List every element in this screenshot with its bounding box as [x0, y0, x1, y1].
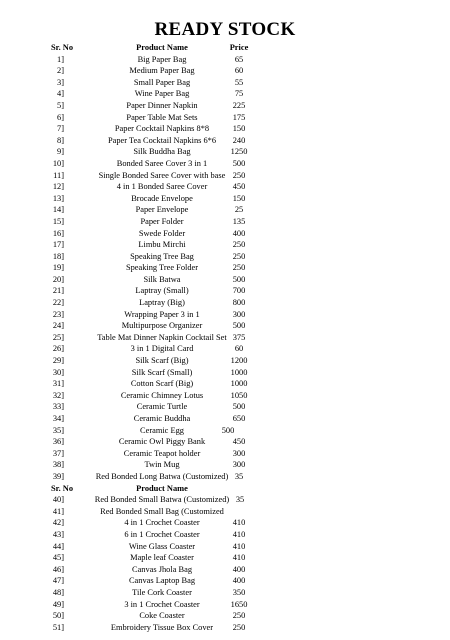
product-name-cell: Speaking Tree Folder: [125, 263, 199, 273]
price-cell: 55: [234, 77, 244, 87]
sr-no-cell: 15]: [52, 216, 64, 226]
product-name-cell: Canvas Jhola Bag: [131, 564, 193, 574]
product-name-cell: 4 in 1 Bonded Saree Cover: [116, 182, 208, 192]
sr-no-cell: 16]: [52, 228, 64, 238]
sr-no-cell: 47]: [52, 576, 64, 586]
sr-no-cell: 22]: [52, 298, 64, 308]
sr-no-cell: 49]: [52, 599, 64, 609]
sr-no-cell: 40]: [52, 495, 64, 505]
table-row: [0, 378, 450, 390]
price-cell: 250: [232, 611, 246, 621]
table-row: [0, 262, 450, 274]
price-cell: 240: [232, 135, 246, 145]
price-cell: 65: [234, 54, 244, 64]
product-name-cell: Laptray (Small): [135, 286, 189, 296]
table-row: [0, 216, 450, 228]
sr-no-cell: 30]: [52, 367, 64, 377]
sr-no-cell: 7]: [57, 124, 64, 134]
table-row: [0, 413, 450, 425]
table-row: [0, 355, 450, 367]
product-name-cell: Paper Tea Cocktail Napkins 6*6: [107, 135, 217, 145]
product-name-cell: Silk Scarf (Big): [135, 356, 189, 366]
product-name-cell: Laptray (Big): [139, 298, 185, 308]
sr-no-cell: 9]: [57, 147, 64, 157]
sr-no-cell: 26]: [52, 344, 64, 354]
product-name-cell: Paper Dinner Napkin: [126, 100, 198, 110]
product-name-cell: Table Mat Dinner Napkin Cocktail Set: [97, 332, 227, 342]
product-name-cell: Ceramic Chimney Lotus: [120, 390, 204, 400]
table-row: [0, 135, 450, 147]
table-row: [0, 204, 450, 216]
sr-no-cell: 19]: [52, 263, 64, 273]
sr-no-cell: 20]: [52, 274, 64, 284]
product-name-cell: Medium Paper Bag: [129, 66, 195, 76]
table-row: [0, 54, 450, 66]
table-row: [0, 285, 450, 297]
table-row: [0, 599, 450, 611]
table-row: [0, 448, 450, 460]
product-name-cell: Red Bonded Small Batwa (Customized): [94, 495, 230, 505]
price-cell: 150: [232, 193, 246, 203]
table-row: [0, 564, 450, 576]
sr-no-cell: 21]: [52, 286, 64, 296]
price-cell: 60: [234, 66, 244, 76]
table-row: [0, 552, 450, 564]
sr-no-cell: 41]: [52, 506, 64, 516]
price-cell: 35: [234, 471, 244, 481]
table-row: [0, 112, 450, 124]
table-row: [0, 297, 450, 309]
table-row: [0, 541, 450, 553]
price-cell: 250: [232, 170, 246, 180]
product-name-cell: Ceramic Buddha: [133, 414, 191, 423]
sr-no-cell: 48]: [52, 587, 64, 597]
price-cell: 1000: [230, 379, 248, 389]
sr-no-cell: 42]: [52, 518, 64, 528]
product-name-cell: Multipurpose Organizer: [121, 321, 203, 331]
sr-no-cell: 29]: [52, 356, 64, 366]
table-row: [0, 65, 450, 77]
table-row: [0, 459, 450, 471]
sr-no-cell: 10]: [52, 158, 64, 168]
product-name-cell: Limbu Mirchi: [138, 240, 186, 250]
price-cell: 300: [232, 460, 246, 470]
product-name-cell: Wrapping Paper 3 in 1: [124, 309, 200, 319]
table-row: [0, 123, 450, 135]
sr-no-cell: 8]: [57, 135, 64, 145]
product-name-cell: Ceramic Teapot holder: [123, 448, 201, 458]
table-row: [0, 517, 450, 529]
sr-no-cell: 1]: [57, 54, 64, 64]
price-cell: 225: [232, 100, 246, 110]
price-cell: 410: [232, 541, 246, 551]
table-row: [0, 610, 450, 622]
product-name-cell: Embroidery Tissue Box Cover: [110, 622, 214, 632]
table-row: [0, 425, 450, 437]
price-cell: 400: [232, 228, 246, 238]
sr-no-cell: 23]: [52, 309, 64, 319]
table-row: [0, 587, 450, 599]
product-name-cell: 4 in 1 Crochet Coaster: [124, 518, 200, 528]
price-cell: 60: [234, 344, 244, 354]
sr-no-cell: 39]: [52, 471, 64, 481]
price-cell: 175: [232, 112, 246, 122]
table-row: [0, 239, 450, 251]
sr-no-cell: 14]: [52, 205, 64, 215]
table-row: [0, 575, 450, 587]
price-cell: 1200: [230, 356, 248, 366]
table-row: [0, 158, 450, 170]
table-row: [0, 170, 450, 182]
price-cell: 250: [232, 240, 246, 250]
price-cell: 250: [232, 622, 246, 632]
table-row: [0, 471, 450, 483]
table-row: [0, 494, 450, 506]
table-header: [0, 42, 450, 54]
price-cell: 375: [232, 332, 246, 342]
sr-no-cell: 51]: [52, 622, 64, 632]
product-name-cell: Ceramic Egg: [140, 425, 184, 435]
price-table: [0, 42, 450, 633]
sr-no-cell: 12]: [52, 182, 64, 192]
price-cell: 1650: [230, 599, 248, 609]
sr-no-cell: 36]: [52, 437, 64, 447]
product-name-cell: Ceramic Owl Piggy Bank: [118, 437, 206, 447]
sr-no-cell: 50]: [52, 611, 64, 621]
product-name-cell: Brocade Envelope: [131, 193, 193, 203]
table-row: [0, 401, 450, 413]
product-name-cell: 3 in 1 Crochet Coaster: [124, 599, 200, 609]
product-name-cell: 6 in 1 Crochet Coaster: [124, 529, 200, 539]
sr-no-cell: 37]: [52, 448, 64, 458]
price-cell: 300: [232, 309, 246, 319]
price-cell: 1050: [230, 390, 248, 400]
product-name-cell: Bonded Saree Cover 3 in 1: [116, 158, 208, 168]
price-cell: 450: [232, 437, 246, 447]
sr-no-cell: 44]: [52, 541, 64, 551]
price-cell: 410: [232, 553, 246, 563]
table-row: [0, 274, 450, 286]
table-row: [0, 529, 450, 541]
product-name-cell: Twin Mug: [144, 460, 180, 470]
price-cell: 300: [232, 448, 246, 458]
price-cell: 400: [232, 576, 246, 586]
sr-no-header: Sr. No: [51, 483, 74, 493]
sr-no-cell: 24]: [52, 321, 64, 331]
sr-no-cell: 17]: [52, 240, 64, 250]
price-cell: 1000: [230, 367, 248, 377]
product-name-cell: Single Bonded Saree Cover with base: [98, 170, 226, 180]
sr-no-cell: 25]: [52, 332, 64, 342]
price-cell: 350: [232, 587, 246, 597]
table-row: [0, 228, 450, 240]
product-name-cell: Paper Cocktail Napkins 8*8: [114, 124, 210, 134]
price-cell: 35: [235, 495, 245, 505]
sr-no-cell: 2]: [57, 66, 64, 76]
sr-no-cell: 11]: [53, 170, 64, 180]
sr-no-cell: 38]: [52, 460, 64, 470]
price-cell: 250: [232, 251, 246, 261]
product-name-cell: Big Paper Bag: [137, 54, 187, 64]
price-cell: 1250: [230, 147, 248, 157]
sr-no-cell: 43]: [52, 529, 64, 539]
price-cell: 135: [232, 216, 246, 226]
table-row: [0, 622, 450, 634]
price-cell: 25: [234, 205, 244, 215]
product-name-cell: Speaking Tree Bag: [130, 251, 194, 261]
price-cell: 400: [232, 564, 246, 574]
product-name-cell: Silk Scarf (Small): [131, 367, 193, 377]
price-cell: 410: [232, 529, 246, 539]
price-header: Price: [229, 43, 249, 52]
table-row: [0, 320, 450, 332]
product-name-cell: Tile Cork Coaster: [132, 587, 192, 597]
price-cell: 650: [232, 414, 246, 423]
product-name-cell: Swede Folder: [138, 228, 186, 238]
table-row: [0, 343, 450, 355]
table-subheader: [0, 483, 450, 495]
table-row: [0, 193, 450, 205]
product-name-cell: Maple leaf Coaster: [130, 553, 194, 563]
product-name-cell: Red Bonded Small Bag (Customized: [100, 506, 224, 516]
price-cell: 500: [232, 274, 246, 284]
sr-no-cell: 3]: [57, 77, 64, 87]
product-name-cell: Small Paper Bag: [133, 77, 191, 87]
price-cell: 500: [221, 425, 235, 435]
table-row: [0, 367, 450, 379]
product-name-cell: Cotton Scarf (Big): [130, 379, 194, 389]
sr-no-cell: 18]: [52, 251, 64, 261]
product-name-cell: Red Bonded Long Batwa (Customized): [95, 471, 229, 481]
table-row: [0, 332, 450, 344]
table-body: [0, 54, 450, 634]
page-title: READY STOCK: [154, 19, 296, 40]
table-row: [0, 251, 450, 263]
product-name-cell: Wine Paper Bag: [134, 89, 190, 99]
product-name-cell: Silk Batwa: [143, 274, 181, 284]
product-name-cell: 3 in 1 Digital Card: [130, 344, 194, 354]
product-name-cell: Silk Buddha Bag: [133, 147, 191, 157]
sr-no-cell: 45]: [52, 553, 64, 563]
table-row: [0, 506, 450, 518]
table-row: [0, 146, 450, 158]
sr-no-cell: 35]: [52, 425, 64, 435]
sr-no-cell: 46]: [52, 564, 64, 574]
sr-no-cell: 5]: [57, 100, 64, 110]
table-row: [0, 88, 450, 100]
product-name-cell: Paper Envelope: [135, 205, 189, 215]
table-row: [0, 77, 450, 89]
product-name-header: Product Name: [136, 483, 188, 493]
price-cell: 500: [232, 321, 246, 331]
sr-no-cell: 33]: [52, 402, 64, 412]
price-cell: 150: [232, 124, 246, 134]
table-row: [0, 181, 450, 193]
price-cell: 800: [232, 298, 246, 308]
sr-no-cell: 6]: [57, 112, 64, 122]
product-name-cell: Wine Glass Coaster: [128, 541, 196, 551]
table-row: [0, 100, 450, 112]
sr-no-header: Sr. No: [51, 43, 74, 52]
table-row: [0, 390, 450, 402]
price-cell: 250: [232, 263, 246, 273]
price-cell: 500: [232, 402, 246, 412]
price-cell: 75: [234, 89, 244, 99]
price-cell: 410: [232, 518, 246, 528]
product-name-cell: Ceramic Turtle: [136, 402, 188, 412]
product-name-cell: Canvas Laptop Bag: [128, 576, 196, 586]
table-row: [0, 436, 450, 448]
sr-no-cell: 13]: [52, 193, 64, 203]
sr-no-cell: 32]: [52, 390, 64, 400]
product-name-cell: Paper Table Mat Sets: [126, 112, 198, 122]
sr-no-cell: 31]: [52, 379, 64, 389]
product-name-cell: Paper Folder: [140, 216, 184, 226]
price-cell: 450: [232, 182, 246, 192]
price-cell: 500: [232, 158, 246, 168]
product-name-header: Product Name: [136, 43, 188, 52]
sr-no-cell: 4]: [57, 89, 64, 99]
product-name-cell: Coke Coaster: [139, 611, 185, 621]
price-cell: 700: [232, 286, 246, 296]
table-row: [0, 309, 450, 321]
sr-no-cell: 34]: [52, 414, 64, 423]
